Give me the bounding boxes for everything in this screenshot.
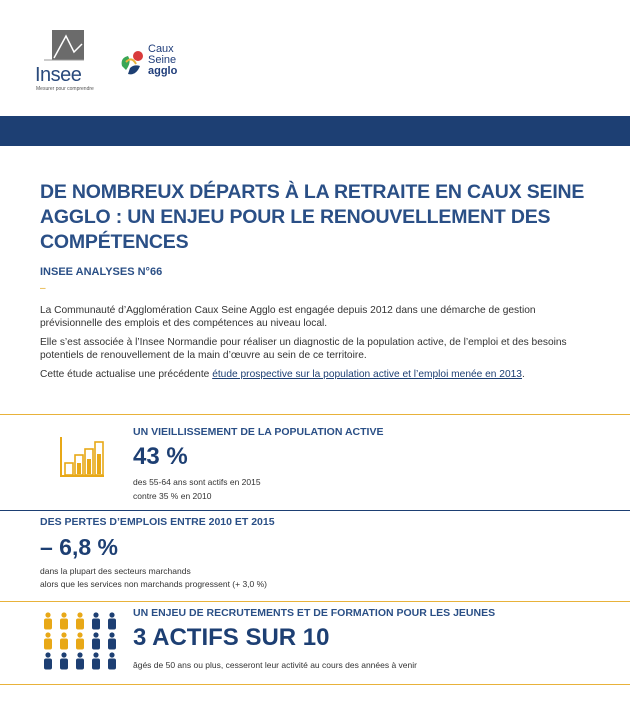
person-icon <box>92 612 100 629</box>
aging-value: 43 % <box>133 443 188 470</box>
person-icon <box>92 652 100 669</box>
aging-heading: UN VIEILLISSEMENT DE LA POPULATION ACTIVE <box>133 426 384 438</box>
person-icon <box>108 632 116 649</box>
caux-line3: agglo <box>148 65 178 77</box>
person-icon <box>60 612 68 629</box>
insee-mark-icon <box>44 30 90 64</box>
caux-wordmark <box>148 44 177 77</box>
caux-line2: Seine <box>148 54 177 66</box>
previous-study-link[interactable]: étude prospective sur la population active et l’emploi menée en 2013 <box>212 369 522 380</box>
person-icon <box>92 632 100 649</box>
person-icon <box>44 632 52 649</box>
jobs-value: – 6,8 % <box>40 534 118 560</box>
person-icon <box>44 652 52 669</box>
bar-chart-icon <box>60 437 104 477</box>
caux-seine-agglo-logo <box>118 44 198 84</box>
person-icon <box>60 652 68 669</box>
aging-line-1: des 55-64 ans sont actifs en 2015 <box>133 477 261 487</box>
page-title: DE NOMBREUX DÉPARTS À LA RETRAITE EN CAUX SEINE AGGLO : UN ENJEU POUR LE RENOUVELLEMENT DES COMPÉTENCES <box>40 181 585 253</box>
caux-line1: Caux <box>148 43 174 55</box>
intro-p3-suffix: . <box>521 369 525 380</box>
person-icon <box>76 612 84 629</box>
recruit-value: 3 ACTIFS SUR 10 <box>133 624 330 651</box>
intro-paragraph-1: La Communauté d’Agglomération Caux Seine Agglo est engagée depuis 2012 dans une démarche de gestion prévisionnelle des emplois et des compétences au niveau local. <box>40 305 536 329</box>
recruit-line-1: âgés de 50 ans ou plus, cesseront leur activité au cours des années à venir <box>133 660 417 670</box>
subtitle-dash: – <box>40 283 46 294</box>
section-divider-4 <box>0 684 630 685</box>
person-icon <box>44 612 52 629</box>
insee-tagline: Mesurer pour comprendre <box>36 86 94 92</box>
insee-name: Insee <box>35 64 82 86</box>
people-grid-icon <box>40 612 120 672</box>
person-icon <box>60 632 68 649</box>
logo-header <box>0 0 630 115</box>
person-icon <box>76 652 84 669</box>
section-divider-3 <box>0 601 630 602</box>
section-divider-1 <box>0 414 630 415</box>
intro-paragraph-3 <box>40 368 590 381</box>
intro-text <box>40 304 590 387</box>
intro-p3-prefix: Cette étude actualise une précédente <box>40 369 213 380</box>
aging-line-2: contre 35 % en 2010 <box>133 491 212 501</box>
jobs-line-2: alors que les services non marchands progressent (+ 3,0 %) <box>40 579 268 589</box>
person-icon <box>108 612 116 629</box>
jobs-heading: DES PERTES D’EMPLOIS ENTRE 2010 ET 2015 <box>40 516 275 528</box>
publication-subtitle: INSEE ANALYSES N°66 <box>40 266 163 278</box>
jobs-line-1: dans la plupart des secteurs marchands <box>40 566 191 576</box>
header-banner <box>0 116 630 146</box>
section-divider-2 <box>0 510 630 511</box>
person-icon <box>108 652 116 669</box>
insee-logo <box>30 30 100 92</box>
caux-mark-icon <box>118 48 146 76</box>
person-icon <box>76 632 84 649</box>
intro-paragraph-2: Elle s’est associée à l’Insee Normandie pour réaliser un diagnostic de la population active, de l’emploi et des besoins potentiels de renouvellement de la main d’œuvre au sein de ce territoire. <box>40 337 567 361</box>
recruit-heading: UN ENJEU DE RECRUTEMENTS ET DE FORMATION POUR LES JEUNES <box>133 607 496 619</box>
